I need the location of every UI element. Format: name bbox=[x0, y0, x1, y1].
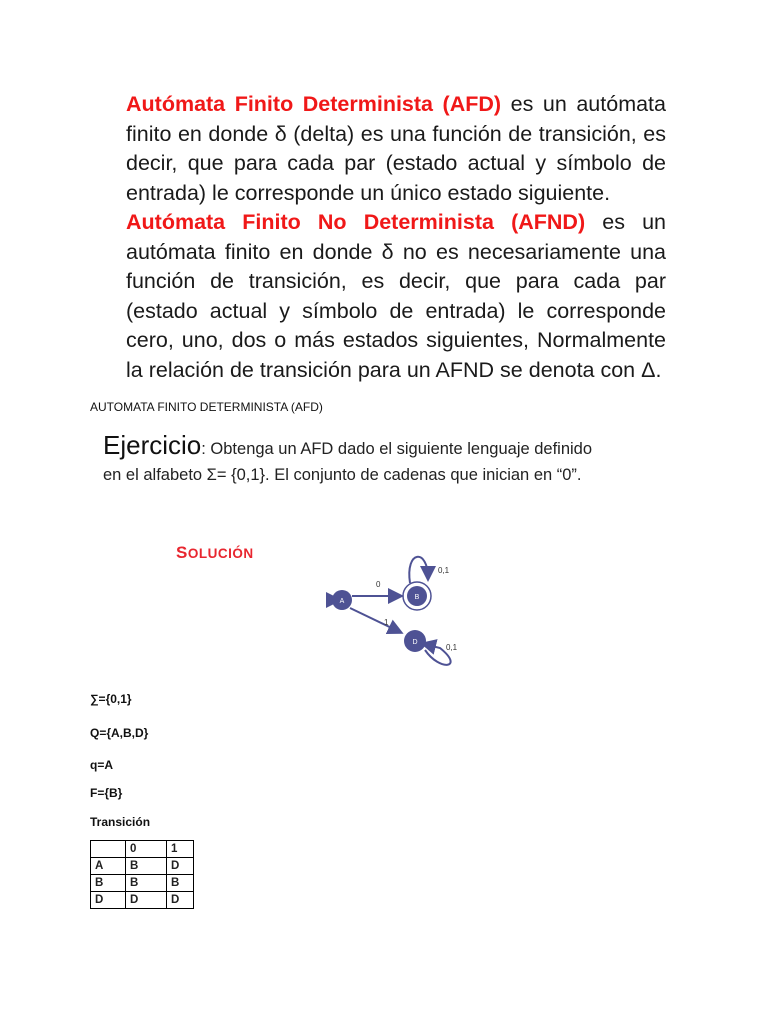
state-d-label: D bbox=[412, 639, 418, 646]
table-cell: D bbox=[126, 892, 167, 909]
table-header-row bbox=[91, 841, 194, 858]
table-cell: B bbox=[126, 875, 167, 892]
table-row bbox=[91, 875, 194, 892]
table-cell: B bbox=[167, 875, 194, 892]
spec-sigma: ∑={0,1} bbox=[90, 692, 132, 706]
afnd-text: es un autómata finito en donde δ no es necesariamente una función de transición, es decir, que para cada par (estado actual y símbolo de entrada) le corresponde cero, uno, dos o más estados siguientes, Normalmente la relación de transición para un AFND se denota con Δ. bbox=[126, 210, 666, 382]
spec-initial: q=A bbox=[90, 758, 114, 772]
table-row bbox=[91, 892, 194, 909]
table-cell bbox=[91, 841, 126, 858]
section-heading: AUTOMATA FINITO DETERMINISTA (AFD) bbox=[90, 400, 323, 414]
exercise-label: Ejercicio bbox=[103, 430, 202, 460]
afd-text: es un autómata finito en donde δ (delta) es una función de transición, es decir, que para cada par (estado actual y símbolo de entrada) le corresponde un único estado siguiente. bbox=[126, 92, 666, 205]
state-a-label: A bbox=[339, 598, 345, 605]
table-cell: D bbox=[167, 892, 194, 909]
loop-b bbox=[409, 557, 428, 583]
automaton-diagram bbox=[300, 540, 480, 675]
exercise-line-1 bbox=[103, 432, 623, 462]
exercise-text-1: : Obtenga un AFD dado el siguiente lenguaje definido bbox=[201, 440, 593, 458]
table-cell: 1 bbox=[167, 841, 194, 858]
edge-a-to-d bbox=[350, 608, 400, 632]
exercise-line-2: en el alfabeto Σ= {0,1}. El conjunto de cadenas que inician en “0”. bbox=[103, 466, 582, 484]
solution-first: S bbox=[176, 543, 188, 562]
table-cell: A bbox=[91, 858, 126, 875]
spec-states: Q={A,B,D} bbox=[90, 726, 149, 740]
table-cell: B bbox=[126, 858, 167, 875]
label-a-to-d: 1 bbox=[384, 618, 389, 627]
label-b-loop: 0,1 bbox=[438, 566, 450, 575]
label-d-loop: 0,1 bbox=[446, 643, 458, 652]
solution-rest: OLUCIÓN bbox=[187, 546, 254, 561]
table-cell: D bbox=[91, 892, 126, 909]
spec-final: F={B} bbox=[90, 786, 123, 800]
afnd-definition bbox=[126, 208, 666, 385]
table-cell: 0 bbox=[126, 841, 167, 858]
afd-term: Autómata Finito Determinista (AFD) bbox=[126, 92, 502, 116]
state-b-label: B bbox=[414, 594, 420, 601]
spec-transition-label: Transición bbox=[90, 815, 151, 829]
table-cell: D bbox=[167, 858, 194, 875]
definitions-block bbox=[126, 90, 666, 385]
afnd-term: Autómata Finito No Determinista (AFND) bbox=[126, 210, 586, 234]
transition-table bbox=[90, 840, 194, 909]
solution-title bbox=[176, 543, 254, 563]
afd-definition bbox=[126, 90, 666, 208]
table-cell: B bbox=[91, 875, 126, 892]
exercise-block bbox=[103, 432, 623, 488]
table-row bbox=[91, 858, 194, 875]
label-a-to-b: 0 bbox=[376, 580, 381, 589]
